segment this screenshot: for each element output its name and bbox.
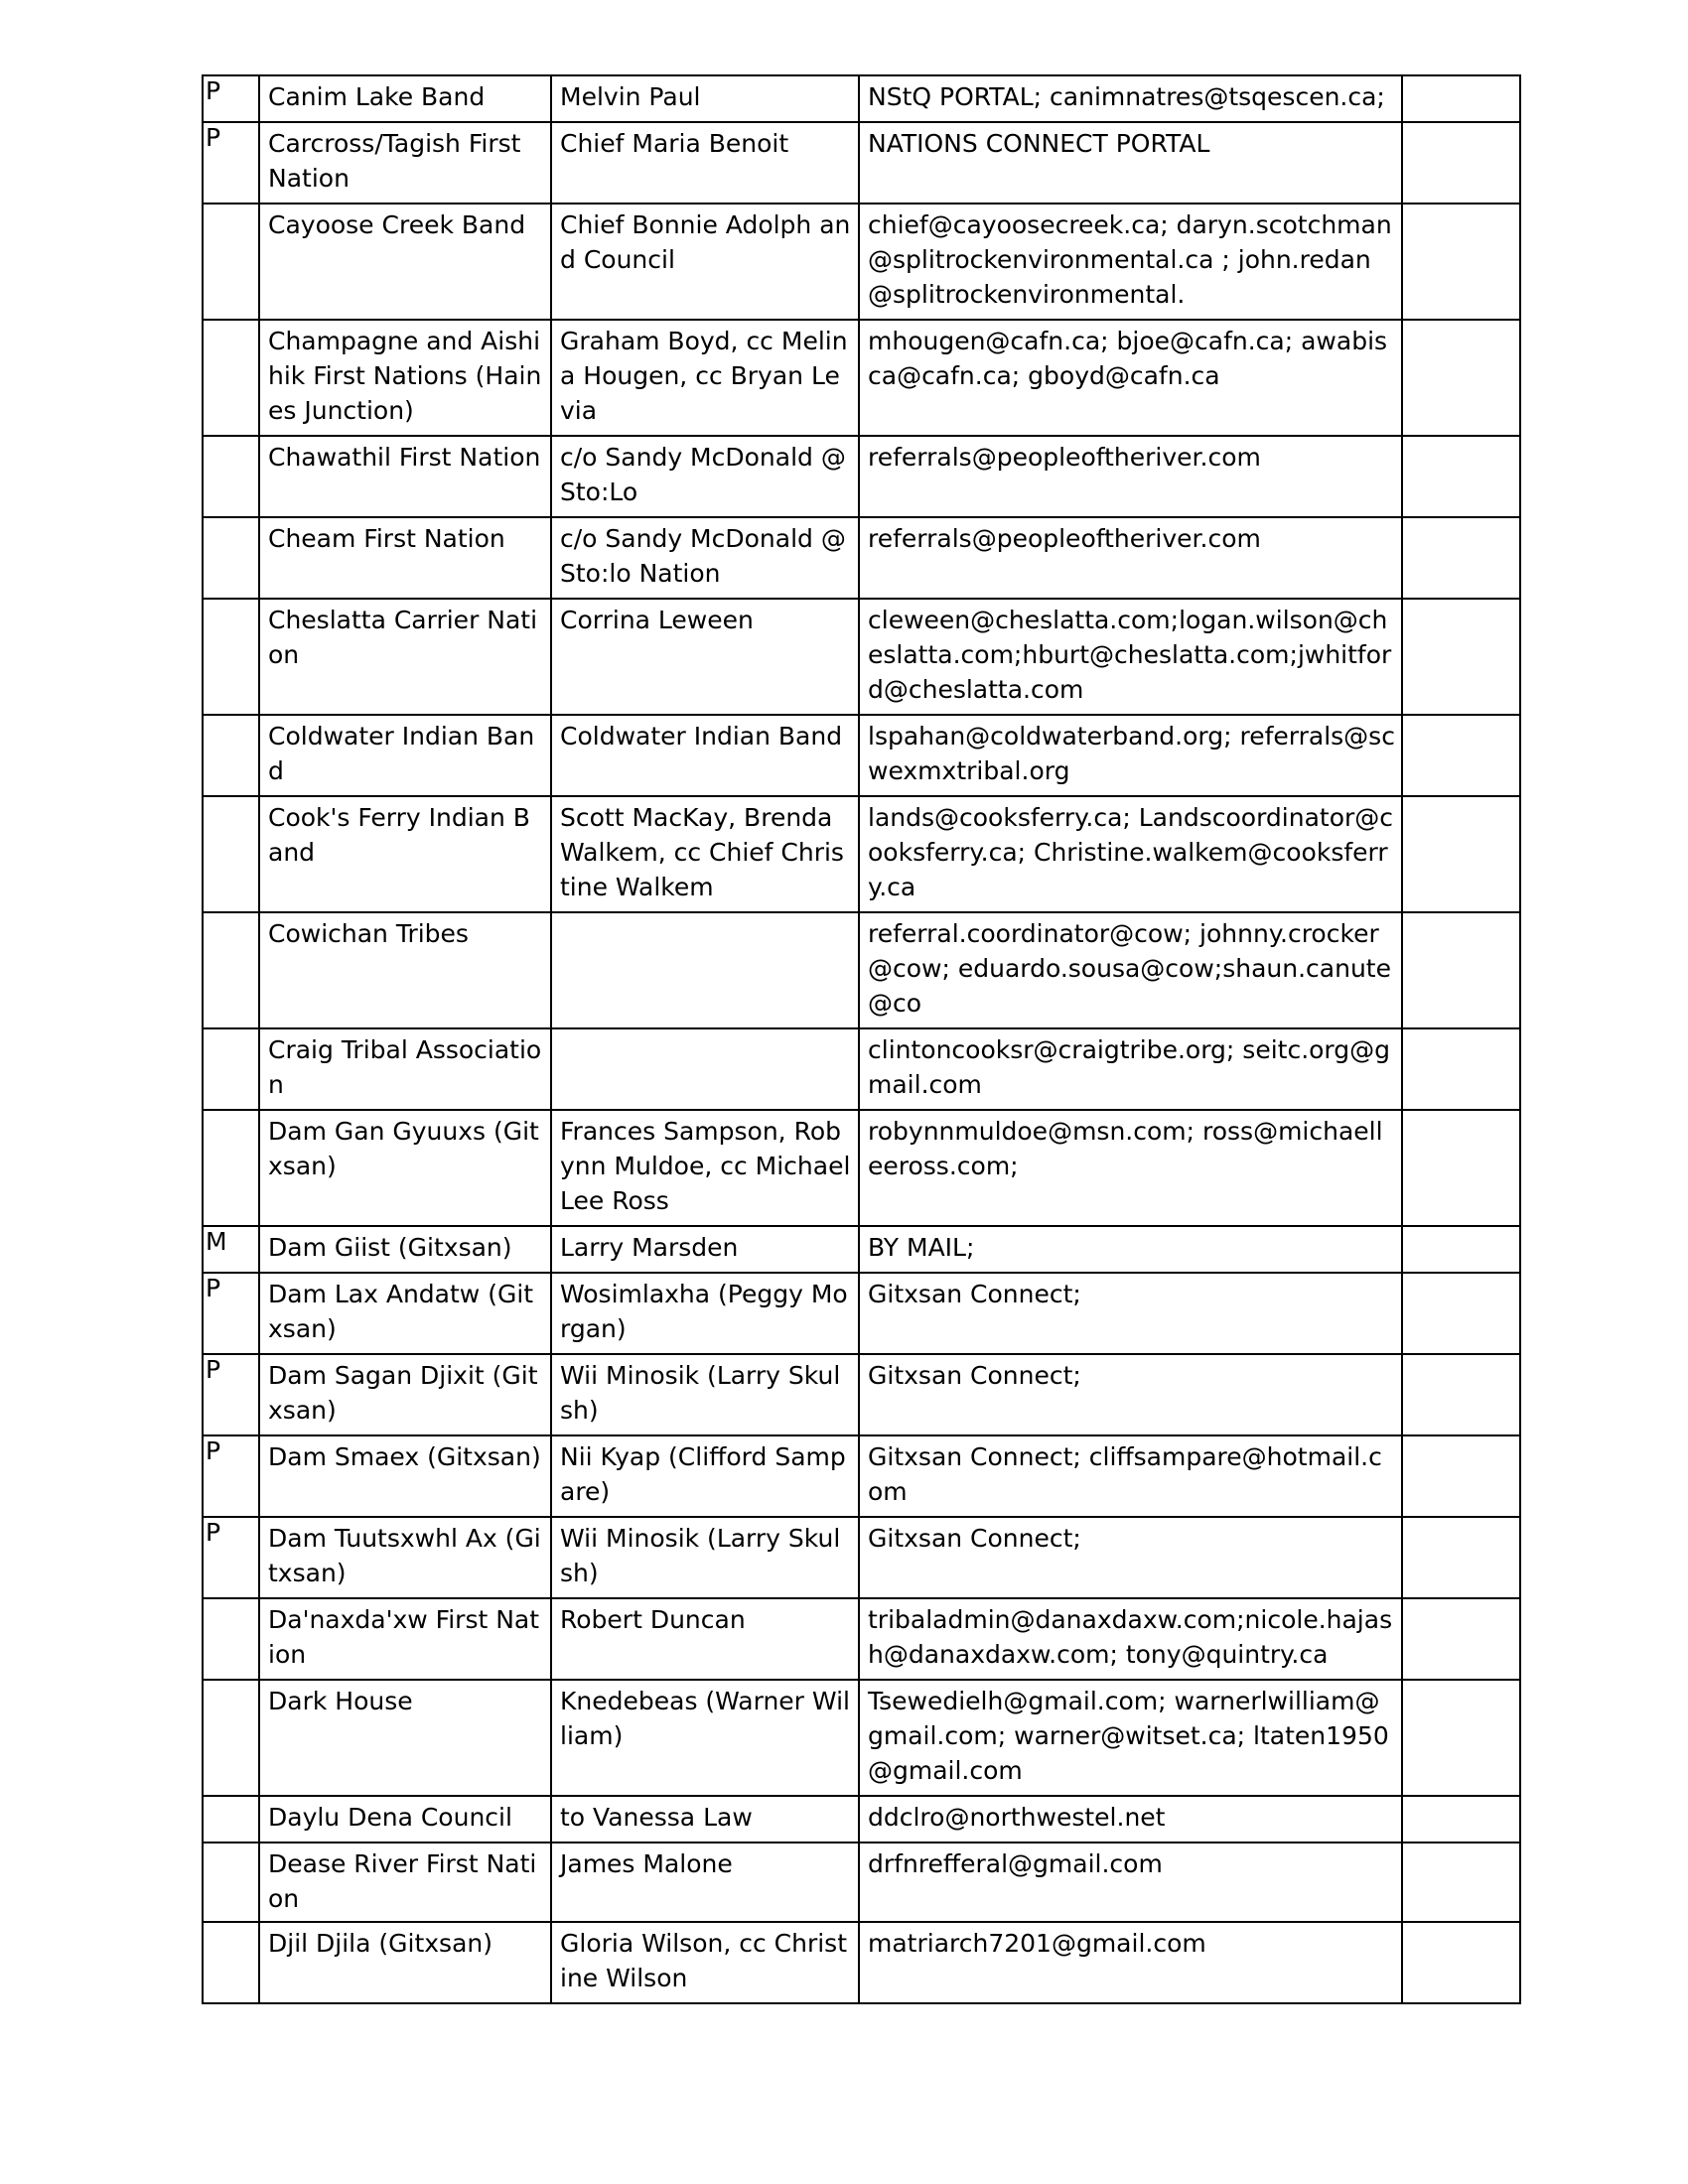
table-row <box>203 1110 1520 1226</box>
email-cell: mhougen@cafn.ca; bjoe@cafn.ca; awabisca@cafn.ca; gboyd@cafn.ca <box>859 320 1402 436</box>
blank-cell <box>1402 204 1520 320</box>
blank-cell <box>1402 1354 1520 1435</box>
table-row <box>203 715 1520 796</box>
table-row <box>203 912 1520 1028</box>
contact-person-cell: Corrina Leween <box>551 599 859 715</box>
email-cell: Gitxsan Connect; <box>859 1354 1402 1435</box>
contact-person-cell: Nii Kyap (Clifford Sampare) <box>551 1435 859 1517</box>
email-cell: NATIONS CONNECT PORTAL <box>859 122 1402 204</box>
flag-cell <box>203 1922 259 2003</box>
email-cell: referrals@peopleoftheriver.com <box>859 436 1402 517</box>
organization-cell: Dam Giist (Gitxsan) <box>259 1226 551 1273</box>
organization-cell: Champagne and Aishihik First Nations (Haines Junction) <box>259 320 551 436</box>
blank-cell <box>1402 1028 1520 1110</box>
blank-cell <box>1402 1517 1520 1598</box>
organization-cell: Cheslatta Carrier Nation <box>259 599 551 715</box>
flag-cell <box>203 1598 259 1680</box>
contact-person-cell: Chief Bonnie Adolph and Council <box>551 204 859 320</box>
email-cell: Gitxsan Connect; <box>859 1517 1402 1598</box>
blank-cell <box>1402 320 1520 436</box>
table-row <box>203 75 1520 122</box>
contact-person-cell <box>551 912 859 1028</box>
contact-person-cell: Wosimlaxha (Peggy Morgan) <box>551 1273 859 1354</box>
contact-person-cell: Wii Minosik (Larry Skulsh) <box>551 1517 859 1598</box>
organization-cell: Cayoose Creek Band <box>259 204 551 320</box>
table-row <box>203 517 1520 599</box>
contact-person-cell: Gloria Wilson, cc Christine Wilson <box>551 1922 859 2003</box>
contact-person-cell: c/o Sandy McDonald @ Sto:lo Nation <box>551 517 859 599</box>
contact-person-cell: c/o Sandy McDonald @ Sto:Lo <box>551 436 859 517</box>
email-cell: Gitxsan Connect; <box>859 1273 1402 1354</box>
flag-cell <box>203 1110 259 1226</box>
contact-person-cell: Larry Marsden <box>551 1226 859 1273</box>
blank-cell <box>1402 1226 1520 1273</box>
blank-cell <box>1402 1843 1520 1922</box>
flag-cell <box>203 715 259 796</box>
flag-cell: P <box>203 122 259 204</box>
table-row <box>203 1226 1520 1273</box>
organization-cell: Dark House <box>259 1680 551 1796</box>
email-cell: robynnmuldoe@msn.com; ross@michaelleeross.com; <box>859 1110 1402 1226</box>
blank-cell <box>1402 1273 1520 1354</box>
flag-cell <box>203 1796 259 1843</box>
blank-cell <box>1402 715 1520 796</box>
contact-person-cell: Frances Sampson, Robynn Muldoe, cc Michael Lee Ross <box>551 1110 859 1226</box>
blank-cell <box>1402 1922 1520 2003</box>
organization-cell: Craig Tribal Association <box>259 1028 551 1110</box>
flag-cell <box>203 912 259 1028</box>
flag-cell <box>203 320 259 436</box>
table-row <box>203 320 1520 436</box>
email-cell: Tsewedielh@gmail.com; warnerlwilliam@gmail.com; warner@witset.ca; ltaten1950@gmail.com <box>859 1680 1402 1796</box>
blank-cell <box>1402 1435 1520 1517</box>
flag-cell: M <box>203 1226 259 1273</box>
flag-cell <box>203 517 259 599</box>
table-row <box>203 204 1520 320</box>
email-cell: referral.coordinator@cow; johnny.crocker@cow; eduardo.sousa@cow;shaun.canute@co <box>859 912 1402 1028</box>
organization-cell: Da'naxda'xw First Nation <box>259 1598 551 1680</box>
organization-cell: Cook's Ferry Indian Band <box>259 796 551 912</box>
flag-cell: P <box>203 1517 259 1598</box>
table-row <box>203 122 1520 204</box>
organization-cell: Dam Tuutsxwhl Ax (Gitxsan) <box>259 1517 551 1598</box>
contact-person-cell: Wii Minosik (Larry Skulsh) <box>551 1354 859 1435</box>
email-cell: ddclro@northwestel.net <box>859 1796 1402 1843</box>
organization-cell: Dam Smaex (Gitxsan) <box>259 1435 551 1517</box>
contact-person-cell: Robert Duncan <box>551 1598 859 1680</box>
flag-cell: P <box>203 1354 259 1435</box>
email-cell: lands@cooksferry.ca; Landscoordinator@cooksferry.ca; Christine.walkem@cooksferry.ca <box>859 796 1402 912</box>
flag-cell <box>203 204 259 320</box>
table-row <box>203 436 1520 517</box>
table-row <box>203 796 1520 912</box>
flag-cell <box>203 599 259 715</box>
email-cell: cleween@cheslatta.com;logan.wilson@cheslatta.com;hburt@cheslatta.com;jwhitford@cheslatta.com <box>859 599 1402 715</box>
flag-cell <box>203 436 259 517</box>
blank-cell <box>1402 517 1520 599</box>
email-cell: clintoncooksr@craigtribe.org; seitc.org@gmail.com <box>859 1028 1402 1110</box>
contact-person-cell: Chief Maria Benoit <box>551 122 859 204</box>
flag-cell <box>203 796 259 912</box>
table-row <box>203 1796 1520 1843</box>
table-row <box>203 1435 1520 1517</box>
email-cell: Gitxsan Connect; cliffsampare@hotmail.com <box>859 1435 1402 1517</box>
blank-cell <box>1402 122 1520 204</box>
contacts-table-body <box>203 75 1520 2003</box>
organization-cell: Daylu Dena Council <box>259 1796 551 1843</box>
contact-person-cell: Graham Boyd, cc Melina Hougen, cc Bryan Levia <box>551 320 859 436</box>
organization-cell: Cheam First Nation <box>259 517 551 599</box>
organization-cell: Dease River First Nation <box>259 1843 551 1922</box>
flag-cell <box>203 1028 259 1110</box>
table-row <box>203 1273 1520 1354</box>
table-row <box>203 1028 1520 1110</box>
blank-cell <box>1402 599 1520 715</box>
flag-cell: P <box>203 1273 259 1354</box>
organization-cell: Cowichan Tribes <box>259 912 551 1028</box>
organization-cell: Carcross/Tagish First Nation <box>259 122 551 204</box>
email-cell: NStQ PORTAL; canimnatres@tsqescen.ca; <box>859 75 1402 122</box>
contact-person-cell: Coldwater Indian Band <box>551 715 859 796</box>
contact-person-cell: Knedebeas (Warner William) <box>551 1680 859 1796</box>
contact-person-cell: Scott MacKay, Brenda Walkem, cc Chief Christine Walkem <box>551 796 859 912</box>
organization-cell: Djil Djila (Gitxsan) <box>259 1922 551 2003</box>
table-row <box>203 1517 1520 1598</box>
contact-person-cell: to Vanessa Law <box>551 1796 859 1843</box>
blank-cell <box>1402 75 1520 122</box>
contact-person-cell: Melvin Paul <box>551 75 859 122</box>
email-cell: BY MAIL; <box>859 1226 1402 1273</box>
organization-cell: Coldwater Indian Band <box>259 715 551 796</box>
table-row <box>203 1598 1520 1680</box>
contacts-table <box>202 74 1521 2004</box>
table-row <box>203 1354 1520 1435</box>
blank-cell <box>1402 1680 1520 1796</box>
blank-cell <box>1402 796 1520 912</box>
contact-person-cell <box>551 1028 859 1110</box>
email-cell: tribaladmin@danaxdaxw.com;nicole.hajash@danaxdaxw.com; tony@quintry.ca <box>859 1598 1402 1680</box>
table-row <box>203 1843 1520 1922</box>
blank-cell <box>1402 912 1520 1028</box>
email-cell: lspahan@coldwaterband.org; referrals@scwexmxtribal.org <box>859 715 1402 796</box>
organization-cell: Chawathil First Nation <box>259 436 551 517</box>
organization-cell: Dam Sagan Djixit (Gitxsan) <box>259 1354 551 1435</box>
flag-cell: P <box>203 75 259 122</box>
blank-cell <box>1402 1796 1520 1843</box>
blank-cell <box>1402 1110 1520 1226</box>
organization-cell: Dam Lax Andatw (Gitxsan) <box>259 1273 551 1354</box>
blank-cell <box>1402 1598 1520 1680</box>
blank-cell <box>1402 436 1520 517</box>
organization-cell: Dam Gan Gyuuxs (Gitxsan) <box>259 1110 551 1226</box>
flag-cell: P <box>203 1435 259 1517</box>
email-cell: referrals@peopleoftheriver.com <box>859 517 1402 599</box>
flag-cell <box>203 1843 259 1922</box>
contact-person-cell: James Malone <box>551 1843 859 1922</box>
email-cell: matriarch7201@gmail.com <box>859 1922 1402 2003</box>
table-row <box>203 599 1520 715</box>
email-cell: drfnrefferal@gmail.com <box>859 1843 1402 1922</box>
email-cell: chief@cayoosecreek.ca; daryn.scotchman@splitrockenvironmental.ca ; john.redan@splitrockenvironmental. <box>859 204 1402 320</box>
flag-cell <box>203 1680 259 1796</box>
organization-cell: Canim Lake Band <box>259 75 551 122</box>
table-row <box>203 1922 1520 2003</box>
table-row <box>203 1680 1520 1796</box>
